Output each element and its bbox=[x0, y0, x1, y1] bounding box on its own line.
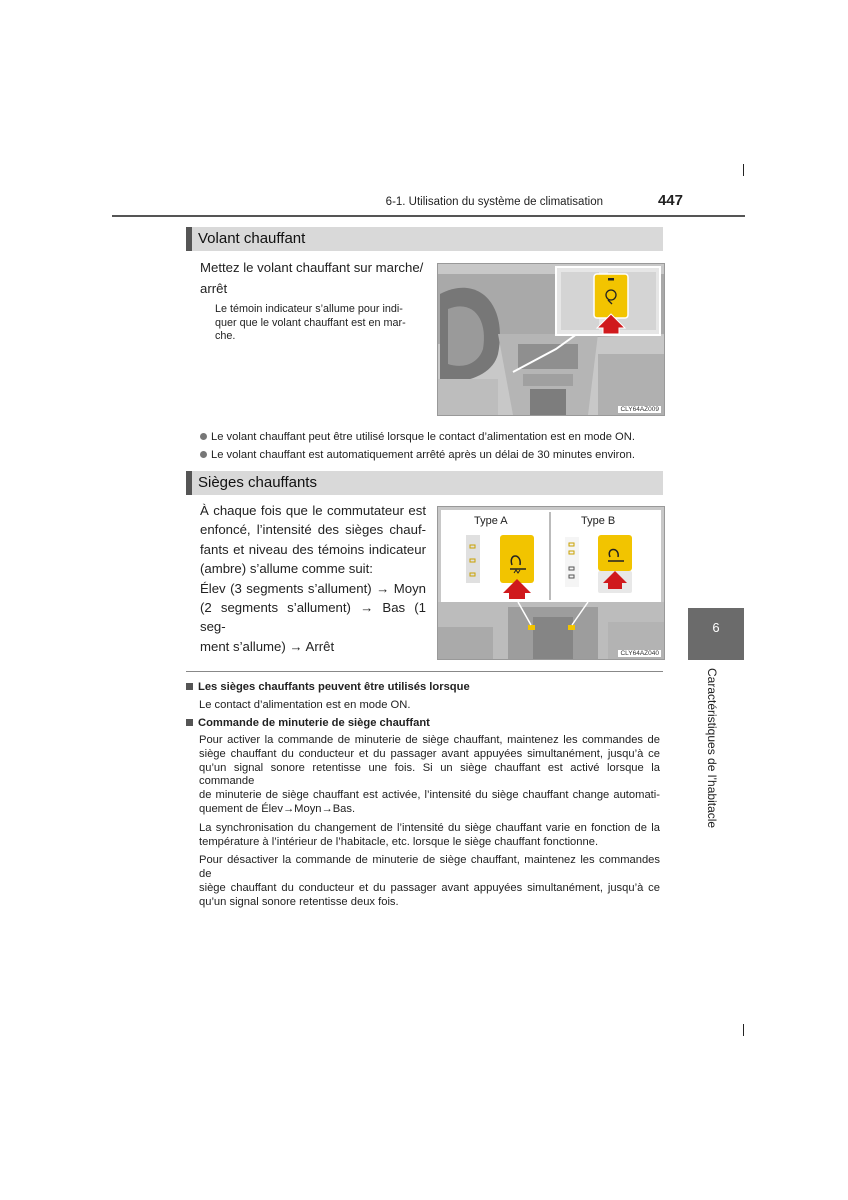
desc-line: À chaque fois que le commutateur est bbox=[200, 503, 426, 518]
seat-heater-drawing bbox=[438, 507, 664, 659]
type-b-label: Type B bbox=[581, 515, 616, 527]
heading-text: Les sièges chauffants peuvent être utilisés lorsque bbox=[198, 681, 470, 693]
note-line: che. bbox=[215, 330, 236, 343]
desc-line: (ambre) s’allume comme suit: bbox=[200, 561, 373, 577]
section-title: Sièges chauffants bbox=[198, 474, 317, 491]
timer-paragraph-1 bbox=[199, 734, 660, 817]
intro-text bbox=[200, 257, 430, 299]
desc-line: (2 segments s’allument) → Bas (1 seg- bbox=[200, 600, 426, 635]
crop-mark-top bbox=[743, 164, 744, 176]
para-line: qu’un signal sonore retentisse deux fois. bbox=[199, 895, 399, 908]
chapter-number: 6 bbox=[712, 620, 720, 635]
para-line: quement de Élev→Moyn→Bas. bbox=[199, 802, 356, 815]
para-line: Pour activer la commande de minuterie de siège chauffant, maintenez les commandes de bbox=[199, 734, 660, 746]
note-heading-1 bbox=[186, 680, 660, 694]
timer-paragraph-2 bbox=[199, 822, 660, 850]
note-heading-2 bbox=[186, 716, 660, 730]
crop-mark-bottom bbox=[743, 1024, 744, 1036]
para-line: température à l’intérieur de l’habitacle, etc. lorsque le siège chauffant fonctionne. bbox=[199, 835, 599, 848]
timer-paragraph-3 bbox=[199, 854, 660, 909]
header-rule bbox=[112, 215, 745, 217]
page-number: 447 bbox=[657, 192, 683, 209]
note-text-1: Le contact d’alimentation est en mode ON. bbox=[199, 699, 411, 711]
para-line: siège chauffant du conducteur et du passager avant appuyées simultanément, jusqu’à ce bbox=[199, 881, 660, 894]
note-line: quer que le volant chauffant est en mar- bbox=[215, 316, 406, 329]
indicator-note bbox=[215, 303, 425, 344]
desc-line: enfoncé, l’intensité des sièges chauf- bbox=[200, 522, 426, 538]
image-code: CLY64AZ040 bbox=[620, 650, 659, 657]
bullet-list bbox=[200, 430, 670, 462]
bullet-text: Le volant chauffant peut être utilisé lorsque le contact d’alimentation est en mode ON. bbox=[211, 431, 635, 443]
para-line: de minuterie de siège chauffant est activée, l’intensité du siège chauffant change automati- bbox=[199, 789, 660, 802]
para-line: Pour désactiver la commande de minuterie de siège chauffant, maintenez les commandes de bbox=[199, 854, 660, 881]
heading-text: Commande de minuterie de siège chauffant bbox=[198, 717, 430, 729]
notes-separator bbox=[186, 671, 663, 672]
seat-heater-illustration bbox=[437, 506, 665, 660]
bullet-text: Le volant chauffant est automatiquement arrêté après un délai de 30 minutes environ. bbox=[211, 449, 635, 461]
square-bullet-icon bbox=[186, 683, 193, 690]
bullet-icon bbox=[200, 433, 207, 440]
section-heading-sieges bbox=[186, 471, 663, 495]
section-heading-volant bbox=[186, 227, 663, 251]
steering-heater-illustration bbox=[437, 263, 665, 416]
square-bullet-icon bbox=[186, 719, 193, 726]
bullet-item bbox=[200, 430, 670, 444]
bullet-icon bbox=[200, 451, 207, 458]
chapter-label: Caractéristiques de l’habitacle bbox=[705, 668, 719, 829]
type-a-label: Type A bbox=[474, 515, 508, 527]
intro-line: arrêt bbox=[200, 281, 228, 296]
note-line: Le témoin indicateur s’allume pour indi- bbox=[215, 303, 403, 315]
para-line: La synchronisation du changement de l’intensité du siège chauffant varie en fonction de la bbox=[199, 821, 660, 834]
para-line: siège chauffant du conducteur et du passager avant appuyées simultanément, jusqu’à ce bbox=[199, 747, 660, 760]
desc-line: fants et niveau des témoins indicateur bbox=[200, 541, 426, 557]
steering-heater-drawing bbox=[438, 264, 664, 415]
section-title: Volant chauffant bbox=[198, 230, 306, 247]
image-code: CLY64AZ009 bbox=[620, 406, 659, 413]
desc-line: ment s’allume) → Arrêt bbox=[200, 638, 335, 654]
running-header: 6-1. Utilisation du système de climatisation bbox=[385, 196, 603, 208]
para-line: qu’un signal sonore retentisse une fois. Si un siège chauffant est activé lorsque la commande bbox=[199, 761, 660, 788]
intro-line: Mettez le volant chauffant sur marche/ bbox=[200, 260, 424, 275]
section-accent bbox=[186, 227, 192, 251]
notes-block bbox=[186, 680, 660, 910]
section-accent bbox=[186, 471, 192, 495]
bullet-item bbox=[200, 448, 670, 462]
desc-line: Élev (3 segments s’allument) → Moyn bbox=[200, 580, 426, 596]
seat-heater-description bbox=[200, 501, 426, 656]
